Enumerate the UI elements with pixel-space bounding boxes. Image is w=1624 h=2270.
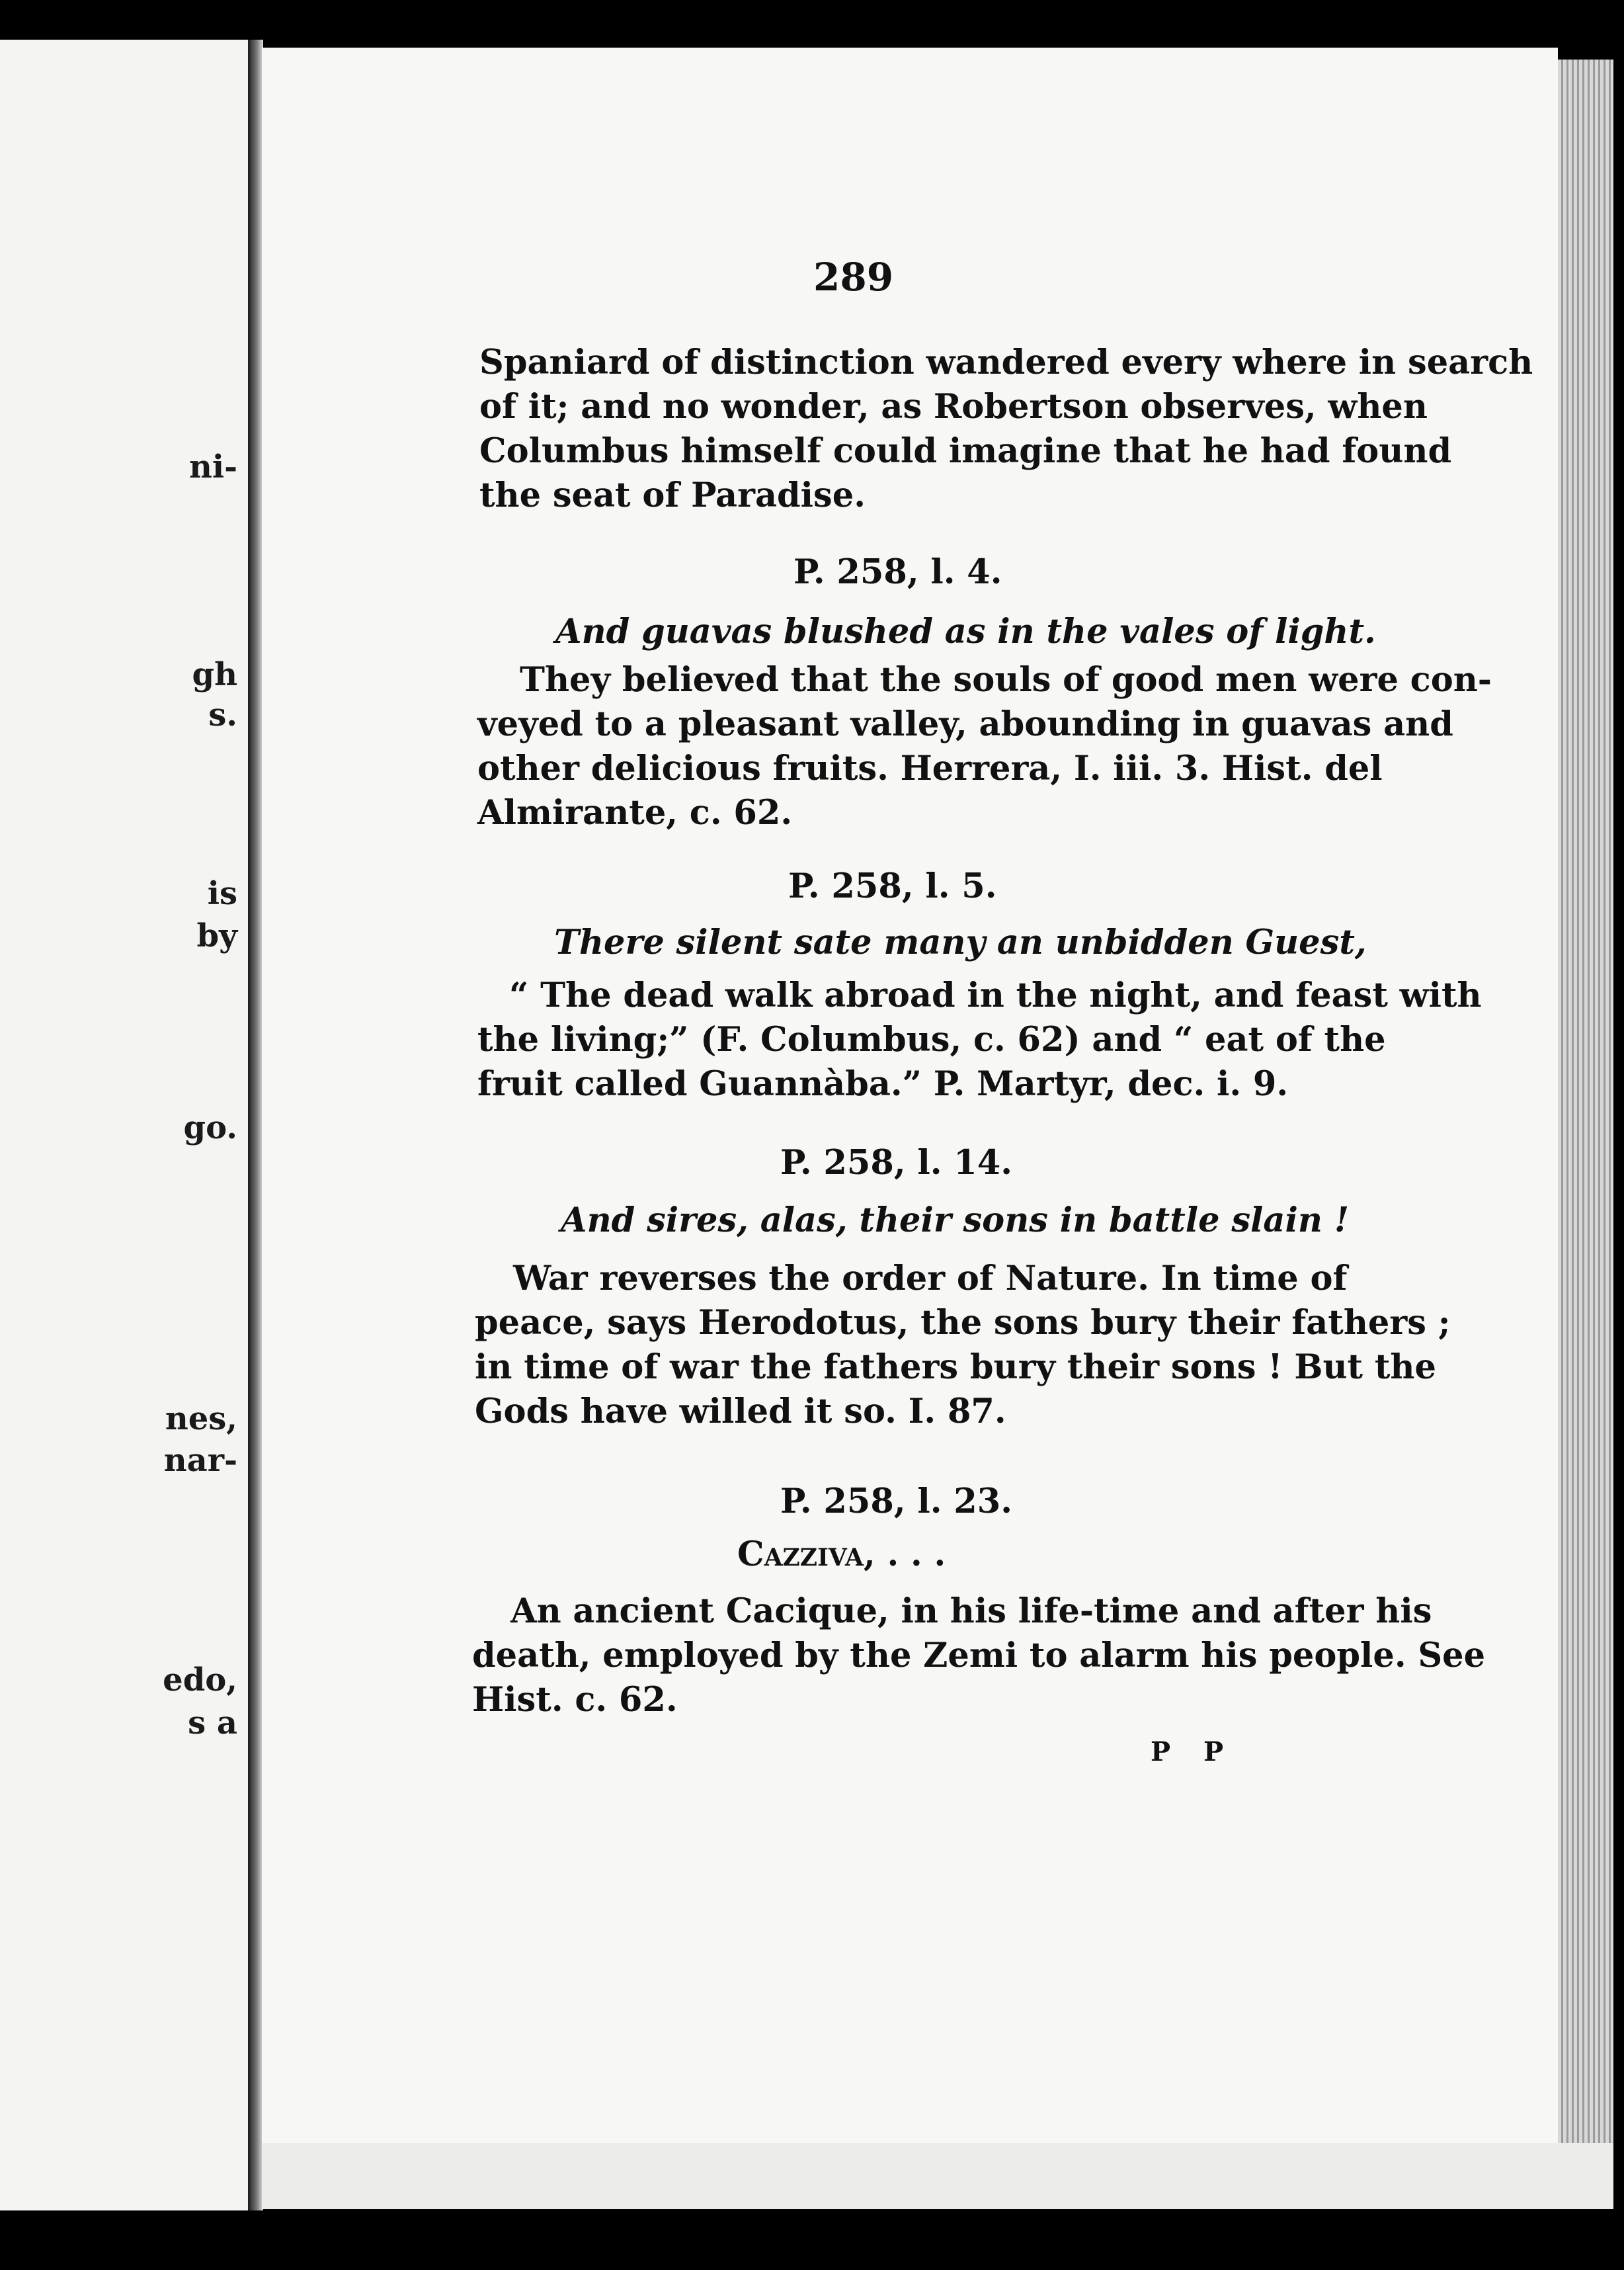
note-paragraph	[477, 974, 1482, 1107]
note-heading: P. 258, l. 23.	[780, 1482, 1012, 1521]
text-line: Spaniard of distinction wandered every where in search	[479, 343, 1533, 382]
text-line: They believed that the souls of good men were con-	[520, 660, 1492, 700]
page-bottom-margin	[262, 2143, 1613, 2209]
text-line: the seat of Paradise.	[479, 476, 866, 515]
text-line: in time of war the fathers bury their sons ! But the	[475, 1347, 1436, 1387]
printer-signature: P P	[1151, 1736, 1236, 1767]
left-page-fragment: nes,	[165, 1400, 237, 1437]
left-page-fragment: go.	[183, 1109, 237, 1146]
text-line: Gods have willed it so. I. 87.	[475, 1392, 1006, 1431]
text-line: the living;” (F. Columbus, c. 62) and “ eat of the	[477, 1020, 1386, 1060]
text-line: An ancient Cacique, in his life-time and after his	[510, 1591, 1432, 1631]
page-edges	[1558, 60, 1613, 2143]
text-line: other delicious fruits. Herrera, I. iii. 3. Hist. del	[477, 749, 1383, 788]
note-quote: And guavas blushed as in the vales of light.	[555, 612, 1376, 652]
left-page	[0, 40, 252, 2210]
note-quote: And sires, alas, their sons in battle slain !	[561, 1200, 1350, 1240]
text-line: Hist. c. 62.	[472, 1680, 678, 1720]
note-quote: There silent sate many an unbidden Guest,	[554, 923, 1367, 962]
book-gutter	[250, 40, 263, 2210]
note-heading: P. 258, l. 5.	[788, 866, 997, 906]
text-line: Columbus himself could imagine that he had found	[479, 431, 1452, 471]
note-heading: P. 258, l. 14.	[780, 1143, 1012, 1183]
left-page-fragment: s a	[188, 1704, 237, 1742]
left-page-fragment: gh	[192, 656, 237, 693]
left-page-fragment: s.	[208, 696, 237, 734]
text-line: death, employed by the Zemi to alarm his people. See	[472, 1636, 1486, 1675]
left-page-fragment: nar-	[163, 1442, 237, 1479]
text-line: fruit called Guannàba.” P. Martyr, dec. i. 9.	[477, 1064, 1289, 1104]
note-paragraph	[477, 658, 1492, 835]
left-page-fragment: by	[196, 917, 237, 954]
left-page-fragment: edo,	[163, 1661, 237, 1699]
page-number: 289	[813, 255, 894, 300]
left-page-fragment: ni-	[188, 448, 237, 485]
note-heading: P. 258, l. 4.	[793, 552, 1002, 592]
text-line: “ The dead walk abroad in the night, and feast with	[509, 976, 1482, 1015]
text-line: of it; and no wonder, as Robertson observes, when	[479, 387, 1428, 427]
left-page-fragment: is	[207, 875, 237, 912]
text-line: Almirante, c. 62.	[477, 793, 793, 833]
note-quote: Cazziva, . . .	[737, 1534, 946, 1574]
text-line: veyed to a pleasant valley, abounding in guavas and	[477, 704, 1453, 744]
text-line: War reverses the order of Nature. In time of	[513, 1259, 1348, 1298]
intro-paragraph	[479, 341, 1533, 518]
note-paragraph	[472, 1589, 1486, 1722]
note-paragraph	[475, 1257, 1451, 1434]
text-line: peace, says Herodotus, the sons bury their fathers ;	[475, 1303, 1451, 1343]
